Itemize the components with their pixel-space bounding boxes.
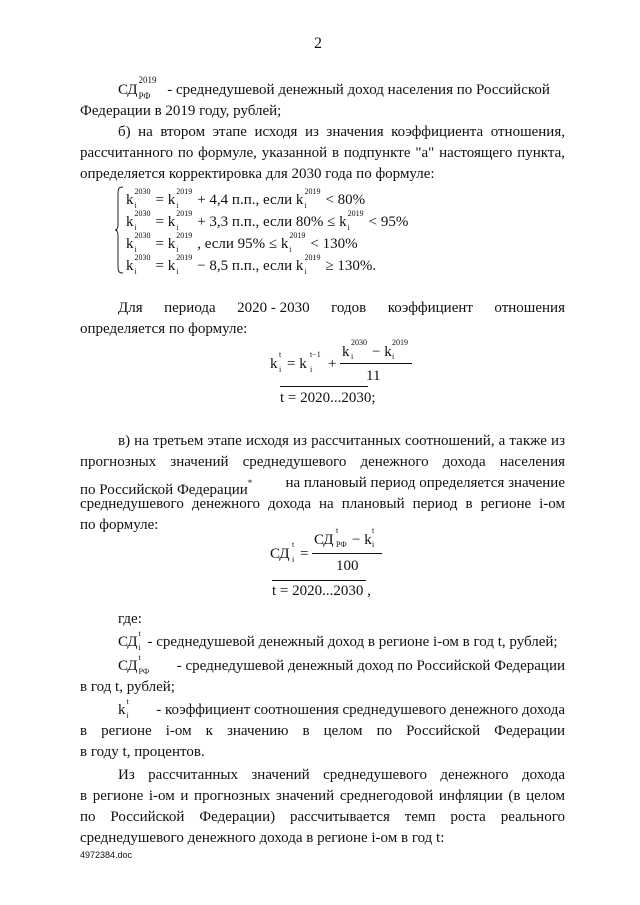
- period-para-line1: Для периода 2020 - 2030 годов коэффициент отношения: [118, 300, 565, 316]
- where-def-1: СД t i - среднедушевой денежный доход в регионе i-ом в год t, рублей;: [118, 629, 558, 652]
- final-para-line4: среднедушевого денежного дохода в регионе i-ом в год t:: [80, 830, 445, 846]
- where-def-2-line2: в год t, рублей;: [80, 679, 175, 695]
- para-v-line2: прогнозных значений среднедушевого денежного дохода населения: [80, 454, 565, 470]
- where-def-3: k t i - коэффициент соотношения среднедушевого денежного дохода: [118, 697, 565, 720]
- final-para-line3: по Российской Федерации) рассчитывается темп роста реального: [80, 809, 565, 825]
- system-row-3: k 2030 i = k 2019 i , если 95% ≤ k 2019 i < 130%: [126, 231, 358, 254]
- page-number: 2: [314, 35, 322, 52]
- system-row-2: k 2030 i = k 2019 i + 3,3 п.п., если 80% ≤ k 2019 i < 95%: [126, 209, 409, 232]
- system-brace: [114, 186, 122, 274]
- where-def-3-line3: в году t, процентов.: [80, 744, 205, 760]
- formula2-range: t = 2020...2030 ,: [272, 583, 371, 599]
- where-def-2: СД t РФ - среднедушевой денежный доход по Российской Федерации: [118, 653, 565, 676]
- definition-sd-rf-2019: [118, 75, 550, 101]
- formula-k-recursive: k t i = k t−1 i + k 2030 i − k 2019 i 11: [270, 338, 420, 418]
- period-para-line2: определяется по формуле:: [80, 321, 248, 337]
- para-b-line2: рассчитанного по формуле, указанной в подпункте "а" настоящего пункта,: [80, 145, 565, 161]
- definition-text-line2: Федерации в 2019 году, рублей;: [80, 103, 282, 119]
- where-label: где:: [118, 611, 142, 627]
- final-para-line2: в регионе i-ом и прогнозных значений среднегодовой инфляции (в целом: [80, 788, 565, 804]
- formula1-range: t = 2020...2030;: [280, 390, 376, 406]
- symbol-sd: СД: [118, 82, 138, 98]
- footer-filename: 4972384.doc: [80, 850, 133, 860]
- symbol-sub: РФ: [138, 91, 151, 101]
- para-v-line3: по Российской Федерации* на плановый период определяется значение: [80, 475, 565, 498]
- para-v-line1: в) на третьем этапе исходя из рассчитанных соотношений, а также из: [118, 433, 565, 449]
- para-v-line4: среднедушевого денежного дохода на плановый период в регионе i-ом: [80, 496, 565, 512]
- definition-text: - среднедушевой денежный доход населения по Российской: [167, 82, 550, 98]
- formula-sd-region: СД t i = СД t РФ − k t i 100: [270, 530, 390, 600]
- final-para-line1: Из рассчитанных значений среднедушевого денежного дохода: [118, 767, 565, 783]
- where-def-3-line2: в регионе i-ом к значению в целом по Российской Федерации: [80, 723, 565, 739]
- system-row-4: k 2030 i = k 2019 i − 8,5 п.п., если k 2019 i ≥ 130%.: [126, 253, 377, 276]
- para-v-line5: по формуле:: [80, 517, 159, 533]
- para-b-line3: определяется корректировка для 2030 года по формуле:: [80, 166, 435, 182]
- para-b-line1: б) на втором этапе исходя из значения коэффициента отношения,: [118, 124, 565, 140]
- symbol-sup: 2019: [138, 75, 157, 85]
- system-row-1: k 2030 i = k 2019 i + 4,4 п.п., если k 2019 i < 80%: [126, 187, 366, 210]
- formula1-range-line: [280, 386, 368, 387]
